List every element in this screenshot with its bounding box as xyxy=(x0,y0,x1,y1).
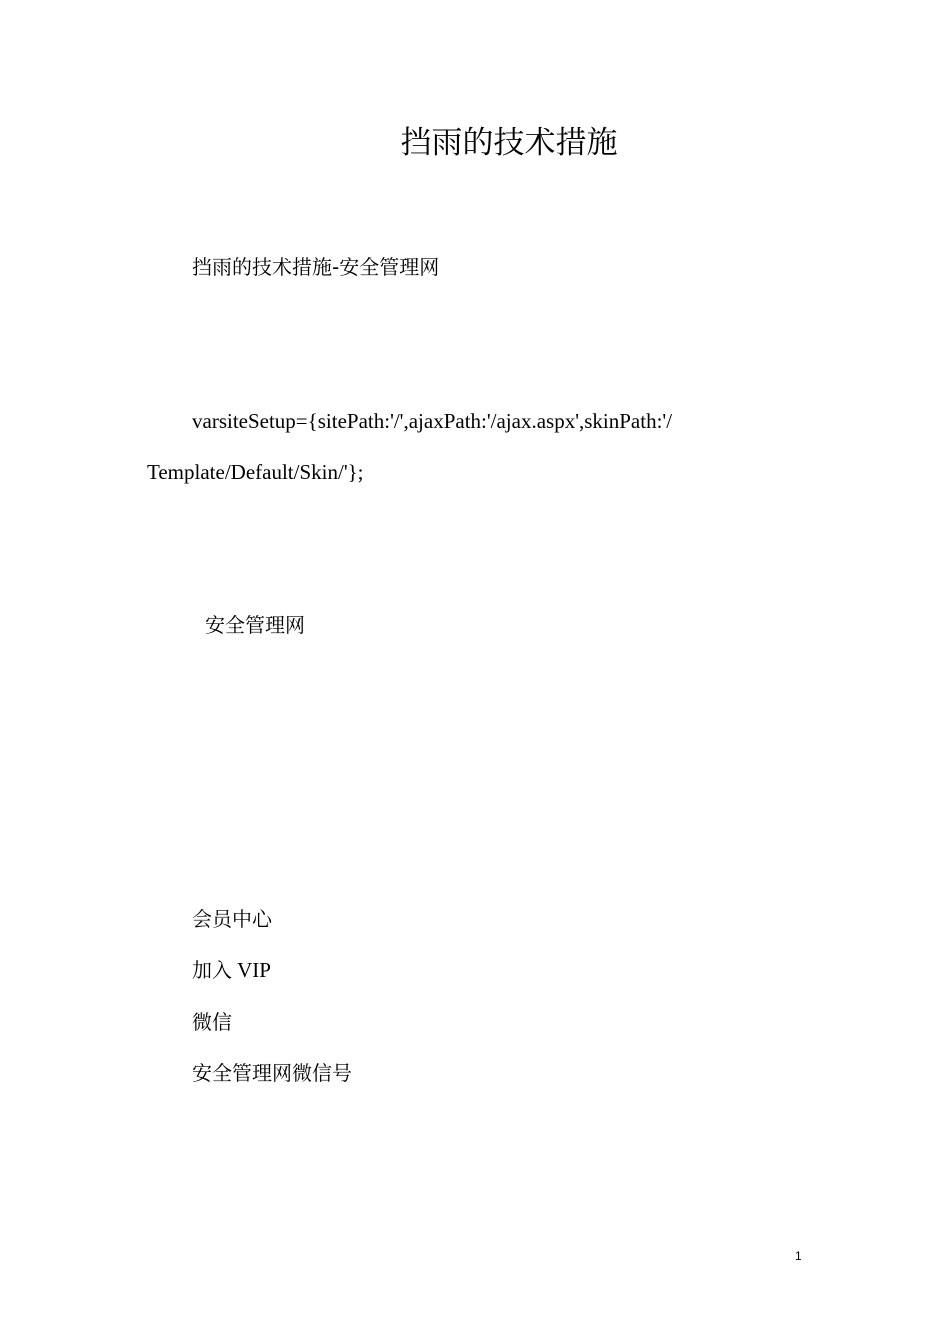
code-line-1: varsiteSetup={sitePath:'/',ajaxPath:'/ajax.aspx',skinPath:'/ xyxy=(192,409,673,433)
join-vip-line xyxy=(192,956,271,986)
wechat-text: 微信 xyxy=(192,1010,232,1034)
page-number: 1 xyxy=(795,1249,802,1263)
member-center-link: 会员中心 xyxy=(192,907,272,931)
join-vip-suffix: VIP xyxy=(237,958,271,982)
code-line-2: Template/Default/Skin/'}; xyxy=(147,460,364,484)
site-name-text: 安全管理网 xyxy=(205,613,305,637)
join-vip-prefix: 加入 xyxy=(192,958,232,982)
page-title: 挡雨的技术措施 xyxy=(400,125,618,161)
wechat-account-text: 安全管理网微信号 xyxy=(192,1061,352,1085)
subtitle-paragraph: 挡雨的技术措施-安全管理网 xyxy=(192,255,440,279)
